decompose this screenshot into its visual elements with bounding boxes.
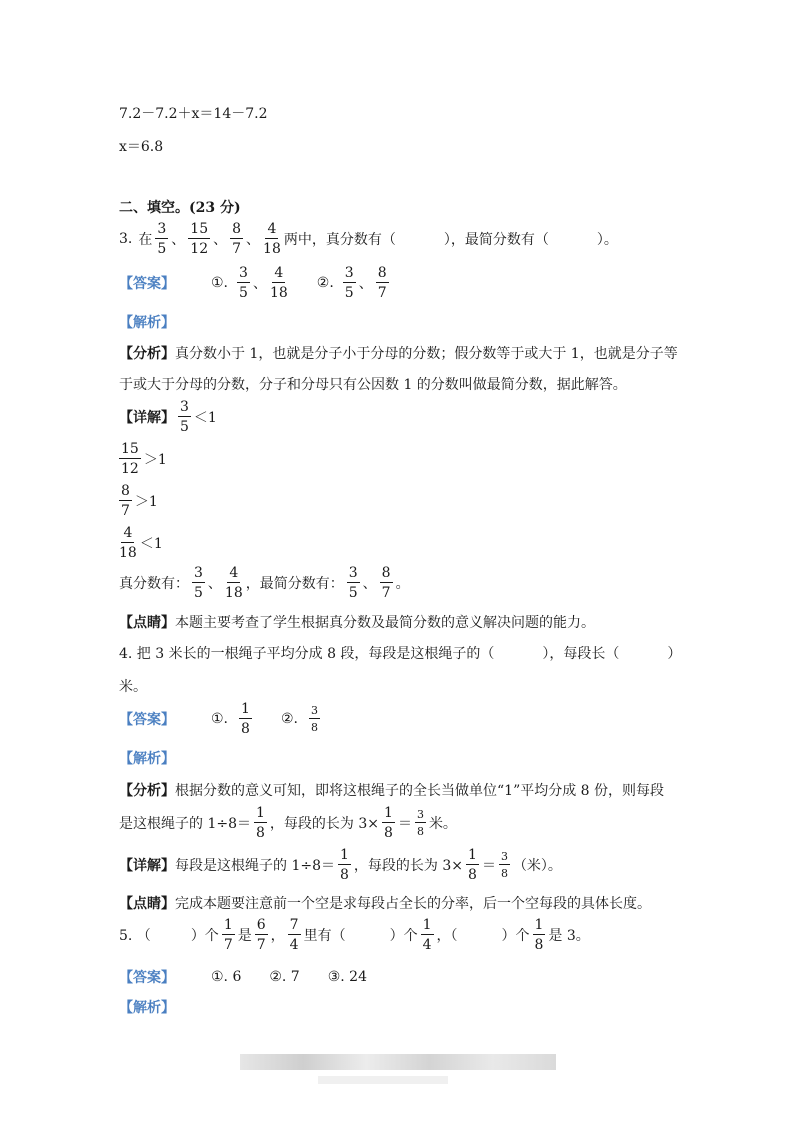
- numerator: 4: [123, 525, 133, 541]
- denominator: 7: [223, 937, 233, 953]
- q4-jiexi: [119, 748, 175, 768]
- jiexi-tag: 【解析】: [119, 315, 175, 331]
- fraction: [188, 222, 210, 256]
- denominator: 12: [190, 241, 209, 257]
- answer-item: ②. 7: [269, 969, 300, 985]
- text: ），最简分数有（: [443, 232, 549, 248]
- dianjing-text: 本题主要考查了学生根据真分数及最简分数的意义解决问题的能力。: [175, 615, 595, 631]
- denominator: 5: [239, 285, 248, 301]
- equation-line-1: [119, 103, 268, 123]
- answer-marker: ②.: [280, 711, 298, 727]
- denominator: 18: [263, 241, 281, 257]
- fenxi-tag: 【分析】: [119, 783, 175, 799]
- numerator: 1: [340, 847, 349, 863]
- fraction: [222, 918, 235, 952]
- numerator: 3: [344, 265, 354, 281]
- denominator: 8: [340, 867, 349, 883]
- dianjing-text: 完成本题要注意前一个空是求每段占全长的分率，后一个空每段的具体长度。: [175, 896, 651, 912]
- comparison: ＞1: [143, 452, 167, 468]
- equation-line-2: [119, 136, 163, 156]
- text: 每段是这根绳子的 1÷8＝: [175, 858, 335, 874]
- numerator: 4: [267, 221, 277, 237]
- q5-question: [119, 918, 590, 952]
- numerator: 1: [468, 847, 477, 863]
- answer-marker: ①.: [211, 711, 229, 727]
- numerator: 8: [381, 565, 391, 581]
- text: ，: [270, 928, 285, 944]
- numerator: 3: [157, 221, 167, 237]
- text: （米）。: [512, 858, 562, 874]
- q3-cmp-2: [119, 442, 167, 476]
- q3-jiexi: [119, 312, 175, 332]
- jiexi-tag: 【解析】: [119, 751, 175, 767]
- denominator: 7: [232, 241, 242, 257]
- q3-xiangjie: [119, 400, 217, 434]
- fraction: [270, 266, 288, 300]
- answer-marker: ②.: [316, 275, 334, 291]
- q4-fenxi-line-1: [119, 780, 664, 800]
- separator: 、: [252, 276, 267, 292]
- fraction: [239, 702, 252, 736]
- blurred-footer-watermark: [240, 1054, 556, 1070]
- q3-fenxi-line-2: [119, 374, 627, 394]
- denominator: 7: [381, 585, 391, 601]
- denominator: 8: [384, 825, 393, 841]
- denominator: 8: [241, 721, 250, 737]
- text: 在: [138, 232, 153, 248]
- denominator: 8: [500, 867, 508, 880]
- comparison: ＜1: [139, 536, 163, 552]
- q4-answer: [119, 702, 323, 736]
- q4-fenxi-line-2: [119, 806, 457, 840]
- text: ＝: [481, 858, 496, 874]
- text: ）个: [501, 928, 530, 944]
- q3-summary: [119, 566, 410, 600]
- equation-text: x＝6.8: [119, 139, 164, 155]
- denominator: 8: [256, 825, 265, 841]
- answer-tag: 【答案】: [119, 712, 175, 728]
- text: ），每段长（: [542, 646, 620, 662]
- section-title: 二、填空。(23 分): [119, 200, 241, 216]
- numerator: 1: [223, 917, 233, 933]
- dianjing-tag: 【点睛】: [119, 896, 175, 912]
- xiangjie-tag: 【详解】: [119, 410, 175, 426]
- q3-question: [119, 222, 618, 256]
- fraction: [255, 918, 268, 952]
- text: ）个: [389, 928, 418, 944]
- denominator: 5: [344, 285, 354, 301]
- denominator: 4: [422, 937, 432, 953]
- q4-question: [119, 643, 681, 663]
- denominator: 12: [121, 461, 139, 477]
- numerator: 15: [190, 221, 209, 237]
- text: 是: [237, 928, 252, 944]
- denominator: 5: [348, 585, 358, 601]
- numerator: 3: [500, 850, 508, 863]
- fraction: [254, 806, 267, 840]
- text: 5. （: [119, 928, 151, 944]
- comparison: ＜1: [193, 410, 217, 426]
- text: ）个: [190, 928, 219, 944]
- q3-cmp-4: [119, 526, 163, 560]
- numerator: 15: [121, 441, 139, 457]
- fraction: [415, 809, 426, 837]
- numerator: 1: [534, 917, 544, 933]
- fraction: [421, 918, 434, 952]
- denominator: 5: [180, 419, 189, 435]
- fraction: [343, 266, 356, 300]
- denominator: 7: [121, 503, 130, 519]
- numerator: 1: [241, 701, 250, 717]
- denominator: 7: [377, 285, 387, 301]
- text: ，每段的长为 3×: [269, 816, 380, 832]
- numerator: 4: [229, 565, 239, 581]
- denominator: 18: [224, 585, 243, 601]
- fraction: [225, 566, 243, 600]
- answer-marker: ①.: [211, 275, 229, 291]
- denominator: 5: [157, 241, 167, 257]
- fenxi-text: 真分数小于 1，也就是分子小于分母的分数；假分数等于或大于 1，也就是分子等: [175, 346, 678, 362]
- fraction: [466, 848, 479, 882]
- fraction: [155, 222, 168, 256]
- comparison: ＞1: [134, 494, 158, 510]
- text: 是 3。: [548, 928, 590, 944]
- q4-question-line-2: [119, 676, 147, 696]
- numerator: 3: [194, 565, 203, 581]
- q3-dianjing: [119, 612, 595, 632]
- q3-cmp-3: [119, 484, 158, 518]
- fraction: [237, 266, 250, 300]
- xiangjie-tag: 【详解】: [119, 858, 175, 874]
- text: 里有（: [303, 928, 346, 944]
- answer-item: ①. 6: [211, 969, 242, 985]
- fraction: [376, 266, 389, 300]
- text: 米。: [428, 816, 457, 832]
- q4-xiangjie: [119, 848, 562, 882]
- text: 。: [395, 576, 410, 592]
- fraction: [382, 806, 395, 840]
- jiexi-tag: 【解析】: [119, 1000, 175, 1016]
- numerator: 6: [256, 917, 266, 933]
- text: 是这根绳子的 1÷8＝: [119, 816, 251, 832]
- denominator: 18: [119, 545, 137, 561]
- q5-answer: [119, 967, 367, 987]
- section-heading: [119, 197, 241, 217]
- fraction: [533, 918, 546, 952]
- numerator: 3: [239, 265, 248, 281]
- question-text: 4. 把 3 米长的一根绳子平均分成 8 段，每段是这根绳子的（: [119, 646, 495, 662]
- denominator: 18: [269, 285, 288, 301]
- text: ）。: [596, 232, 618, 248]
- fraction: [499, 851, 510, 879]
- fraction: [338, 848, 351, 882]
- text: ＝: [397, 816, 412, 832]
- separator: 、: [171, 232, 186, 248]
- text: ，每段的长为 3×: [353, 858, 464, 874]
- fraction: [347, 566, 360, 600]
- numerator: 3: [416, 808, 424, 821]
- fraction: [178, 400, 191, 434]
- question-number: 3.: [119, 231, 133, 247]
- answer-tag: 【答案】: [119, 970, 175, 986]
- question-text: 米。: [119, 679, 147, 695]
- separator: 、: [362, 576, 377, 592]
- fraction: [380, 566, 393, 600]
- q3-answer: [119, 266, 392, 300]
- fraction: [119, 484, 132, 518]
- fenxi-tag: 【分析】: [119, 346, 175, 362]
- text: ，最简分数有：: [245, 576, 344, 592]
- numerator: 1: [256, 805, 265, 821]
- q4-dianjing: [119, 893, 651, 913]
- denominator: 4: [289, 937, 299, 953]
- separator: 、: [246, 232, 261, 248]
- fenxi-text: 于或大于分母的分数，分子和分母只有公因数 1 的分数叫做最简分数，据此解答。: [119, 377, 627, 393]
- separator: 、: [213, 232, 228, 248]
- denominator: 8: [468, 867, 477, 883]
- denominator: 7: [256, 937, 266, 953]
- denominator: 5: [194, 585, 203, 601]
- equation-text: 7.2－7.2＋x＝14－7.2: [119, 106, 268, 122]
- numerator: 3: [348, 565, 358, 581]
- numerator: 3: [310, 704, 318, 717]
- answer-item: ③. 24: [327, 969, 367, 985]
- text: 两中，真分数有（: [283, 232, 396, 248]
- q5-jiexi: [119, 997, 175, 1017]
- numerator: 4: [274, 265, 284, 281]
- text: 真分数有：: [119, 576, 189, 592]
- text: ）: [667, 646, 682, 662]
- numerator: 8: [377, 265, 387, 281]
- fraction: [119, 442, 141, 476]
- fraction: [263, 222, 281, 256]
- numerator: 8: [232, 221, 242, 237]
- fraction: [288, 918, 301, 952]
- dianjing-tag: 【点睛】: [119, 615, 175, 631]
- numerator: 1: [422, 917, 432, 933]
- fenxi-text: 根据分数的意义可知，即将这根绳子的全长当做单位“1”平均分成 8 份，则每段: [175, 783, 665, 799]
- fraction: [192, 566, 205, 600]
- numerator: 8: [121, 483, 130, 499]
- denominator: 8: [534, 937, 544, 953]
- fraction: [309, 705, 320, 733]
- numerator: 1: [384, 805, 393, 821]
- numerator: 3: [180, 399, 189, 415]
- fraction: [119, 526, 137, 560]
- separator: 、: [358, 276, 373, 292]
- q3-fenxi-line-1: [119, 343, 678, 363]
- numerator: 7: [289, 917, 299, 933]
- denominator: 8: [416, 825, 424, 838]
- separator: 、: [207, 576, 222, 592]
- blurred-footer-watermark-2: [318, 1076, 448, 1084]
- fraction: [230, 222, 243, 256]
- text: ，（: [436, 928, 458, 944]
- answer-tag: 【答案】: [119, 276, 175, 292]
- denominator: 8: [310, 721, 318, 734]
